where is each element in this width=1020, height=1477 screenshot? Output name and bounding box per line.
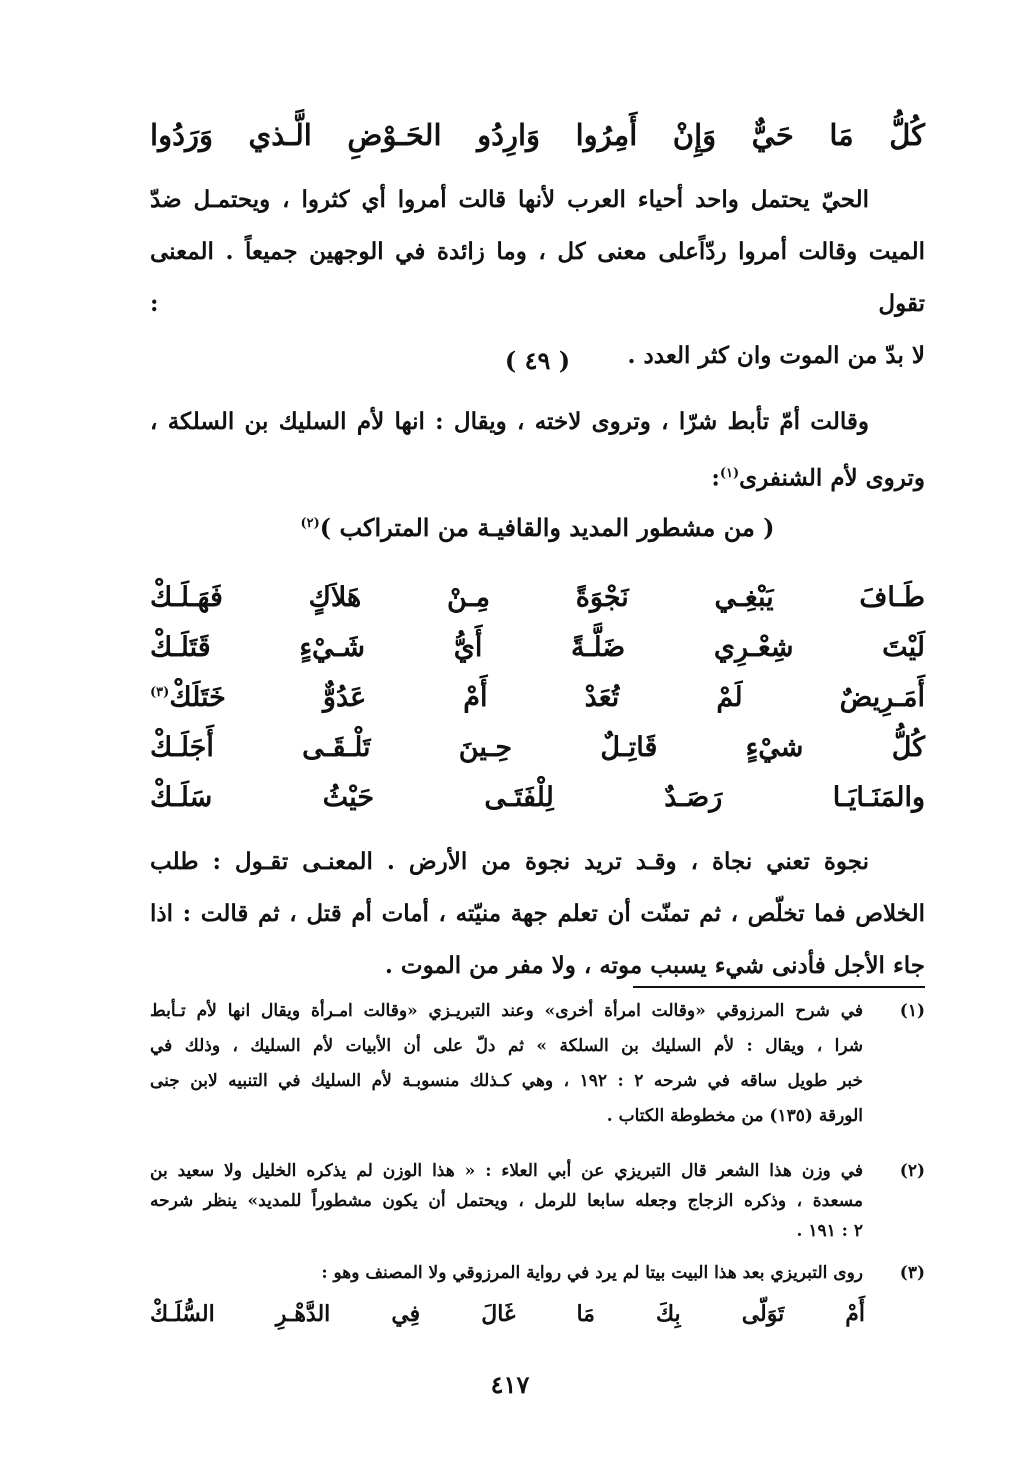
poem-word: هَلاَكٍ [308,581,362,613]
poem-word: شَـيْءٍ [299,631,366,663]
poem-word: عَدُوٌّ [322,681,367,713]
verse-word: الَّـذي [248,118,312,152]
verse-word: السُّلَـكْ [150,1301,215,1327]
footnote-number: (٢) [899,1161,925,1181]
footnote-line: في شرح المرزوقي «وقالت امرأة أخرى» وعند التبريـزي «وقالت امـرأة ويقال انها لأم تـأبط [150,1001,863,1021]
top-verse [150,105,925,165]
poem-word: أَجَلَـكْ [150,731,214,763]
page-number: ٤١٧ [490,1370,530,1399]
poem-word: أَمْ [463,681,488,713]
verse-word: فِي [391,1301,421,1327]
poem-word: شيْءٍ [745,731,804,763]
section-heading: ( ٤٩ ) [504,346,571,375]
verse-word: بِكَ [656,1301,681,1327]
poem-word: حِـينَ [458,731,513,763]
poem-word: حَيْثُ [322,781,375,813]
footnote-ref: (٢) [300,516,320,531]
paragraph-line: الحيّ يحتمل واحد أحياء العرب لأنها قالت أمروا أي كثروا ، ويحتمـل ضدّ [150,186,869,213]
paragraph-line: وقالت أمّ تأبط شرّا ، وتروى لاخته ، ويقال : انها لأم السليك بن السلكة ، [150,408,869,435]
verse-word: أَمْ [845,1301,865,1327]
poem-word: قَاتِـلٌ [600,731,658,763]
footnote-number: (١) [899,1001,925,1021]
paragraph-line: لا بدّ من الموت وان كثر العدد . [627,342,925,369]
footnote-line: الورقة (١٣٥) من مخطوطة الكتاب . [606,1106,863,1126]
footnote-2 [150,1156,925,1246]
poem [150,572,925,822]
verse-word: وَارِدُو [477,118,541,152]
poem-word: والمَنَـايَـا [832,781,925,813]
footnote-body [150,1156,863,1246]
poem-word: فَهَـلَـكْ [150,581,223,613]
verse-word: وَرَدُوا [150,118,214,152]
verse-word: حَيٌّ [751,118,794,152]
footnote-ref: (١) [719,466,740,481]
poem-word: أَيُّ [453,631,483,663]
poem-line [150,772,925,822]
verse-word: الحَـوْضِ [347,118,442,152]
verse-word: تَوَلّى [741,1301,785,1327]
poem-word: تَلْـقَـى [302,731,371,763]
poem-line [150,722,925,772]
footnote-line: في وزن هذا الشعر قال التبريزي عن أبي العلاء : « هذا الوزن لم يذكره الخليل ولا سعيد بن [150,1161,863,1181]
poem-word: نَجْوَةً [575,581,629,613]
intro-text: وتروى لأم الشنفرى [739,464,925,492]
footnote-line: مسعدة ، وذكره الزجاج وجعله سابعا للرمل ، ويحتمل أن يكون مشطوراً للمديد» ينظر شرحه [150,1191,863,1211]
poem-word: ضَلَّـةً [570,631,626,663]
paragraph-line: جاء الأجل فأدنى شيء يسبب موته ، ولا مفر من الموت . [384,952,925,979]
verse-word: أَمِرُوا [575,118,638,152]
verse-word: الدَّهْـرِ [275,1301,331,1327]
footnote-line: روى التبريزي بعد هذا البيت بيتا لم يرد في رواية المرزوقي ولا المصنف وهو : [321,1263,863,1283]
footnote-3 [150,1258,925,1288]
poem-word: رَصَـدٌ [664,781,723,813]
meter-text: ( من مشطور المديد والقافيـة من المتراكب ) [319,513,775,542]
footnote-verse [150,1296,865,1332]
verse-word: مَا [576,1301,595,1327]
poem-word: لَمْ [716,681,743,713]
footnote-line: خبر طويل ساقه في شرحه ٢ : ١٩٢ ، وهي كـذلك منسوبـة لأم السليك في التنبيه لابن جنى [150,1071,863,1091]
poem-word: لَيْتَ [882,631,925,663]
footnote-line: ٢ : ١٩١ . [796,1221,863,1241]
paragraph-line: نجوة تعني نجاة ، وقـد تريد نجوة من الأرض . المعنـى تقـول : طلب [150,848,869,875]
paragraph-line: الخلاص فما تخلّص ، ثم تمنّت أن تعلم جهة منيّته ، أمات أم قتل ، ثم قالت : اذا [150,900,925,927]
poem-word: طَـافَ [859,581,925,613]
footnote-body [150,1258,863,1288]
poem-word: قَتَلَـكْ [150,631,211,663]
verse-word: مَا [829,118,854,152]
poem-line [150,622,925,672]
footnote-line: شرا ، ويقال : لأم السليك بن السلكة » ثم دلّ على أن الأبيات لأم السليك ، وذلك في [150,1036,863,1056]
intro-paragraph [150,396,925,505]
poem-word: يَبْغِـي [714,581,774,613]
footnote-ref: (٣) [150,684,170,700]
meter-line [150,513,925,542]
poem-word: تُعَدْ [584,681,620,713]
poem-line [150,572,925,622]
verse-word: وَإِنْ [672,118,717,152]
footnote-1 [150,994,925,1134]
footnote-body [150,994,863,1134]
poem-word-with-ref [150,682,226,713]
poem-word: خَتَلَكْ [169,681,226,713]
poem-word: شِعْـرِي [713,631,794,663]
verse-word: كُلُّ [889,118,925,152]
verse-word: غَالَ [481,1301,516,1327]
intro-colon: : [711,464,720,492]
paragraph-line [150,448,925,505]
poem-word: لِلْفَتَـى [484,781,554,813]
poem-word: مِـنْ [447,581,490,613]
paragraph-line: الميت وقالت أمروا ردّاًعلى معنى كل ، وما زائدة في الوجهين جميعاً . المعنى تقول : [150,238,925,317]
poem-word: أَمَـرِيضٌ [839,681,925,713]
poem-word: كُلُّ [891,731,925,763]
poem-line [150,672,925,722]
explanation-paragraph [150,836,925,992]
footnote-divider [633,986,925,988]
footnote-number: (٣) [899,1263,925,1283]
poem-word: سَلَـكْ [150,781,213,813]
